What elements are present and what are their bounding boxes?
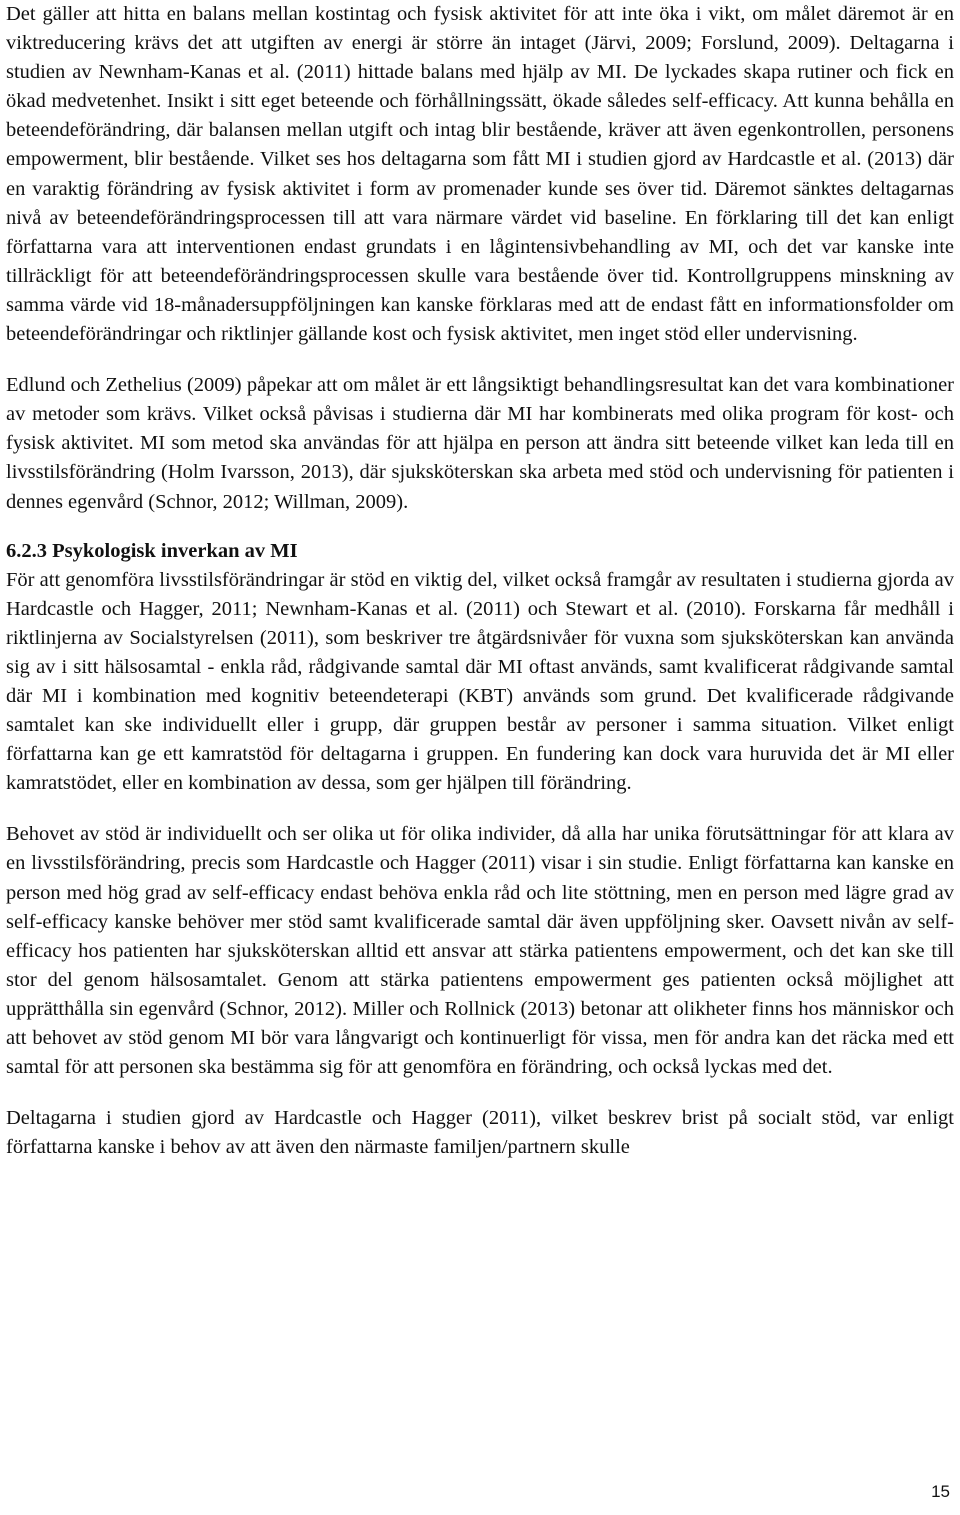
page-number: 15: [931, 1482, 950, 1501]
body-paragraph-1: Det gäller att hitta en balans mellan kostintag och fysisk aktivitet för att inte öka i vikt, om målet däremot är en viktreducering krävs det att utgiften av energi är större än intaget (Järvi, 2009; Forslund, 2009). Deltagarna i studien av Newnham-Kanas et al. (2011) hittade balans med hjälp av MI. De lyckades skapa rutiner och fick en ökad medvetenhet. Insikt i sitt eget beteende och förhållningssätt, ökade således self-efficacy. Att kunna behålla en beteendeförändring, där balansen mellan utgift och intag blir bestående, kräver att även egenkontrollen, personens empowerment, blir bestående. Vilket ses hos deltagarna som fått MI i studien gjord av Hardcastle et al. (2013) där en varaktig förändring av fysisk aktivitet i form av promenader kunde ses över tid. Däremot sänktes deltagarnas nivå av beteendeförändringsprocessen till att vara närmare värdet vid baseline. En förklaring till det kan enligt författarna vara att interventionen endast grundats i en lågintensivbehandling av MI, och det var kanske inte tillräckligt för att beteendeförändringsprocessen skulle vara bestående över tid. Kontrollgruppens minskning av samma värde vid 18-månadersuppföljningen kan kanske förklaras med att de endast fått en informationsfolder om beteendeförändringar och riktlinjer gällande kost och fysisk aktivitet, men inget stöd eller undervisning.: [6, 3, 954, 346]
body-paragraph-3: För att genomföra livsstilsförändringar är stöd en viktig del, vilket också framgår av resultaten i studierna gjorda av Hardcastle och Hagger, 2011; Newnham-Kanas et al. (2011) och Stewart et al. (2010). Forskarna får medhåll i riktlinjerna av Socialstyrelsen (2011), som beskriver tre åtgärdsnivåer för vuxna som sjuksköterskan kan använda sig av i sitt hälsosamtal - enkla råd, rådgivande samtal där MI oftast används, samt kvalificerat rådgivande samtal där MI i kombination med kognitiv beteendeterapi (KBT) används som grund. Det kvalificerade rådgivande samtalet kan ske individuellt eller i grupp, där gruppen består av personer i samma situation. Vilket enligt författarna kan ge ett kamratstöd för deltagarna i gruppen. En fundering kan dock vara huruvida det är MI eller kamratstödet, eller en kombination av dessa, som ger hjälpen till förändring.: [6, 568, 954, 795]
document-page: [6, 0, 954, 1162]
section-heading: 6.2.3 Psykologisk inverkan av MI: [6, 539, 298, 562]
body-paragraph-2: Edlund och Zethelius (2009) påpekar att om målet är ett långsiktigt behandlingsresultat kan det vara kombinationer av metoder som krävs. Vilket också påvisas i studierna där MI har kombinerats med olika program för kost- och fysisk aktivitet. MI som metod ska användas för att hjälpa en person att ändra sitt beteende vilket kan leda till en livsstilsförändring (Holm Ivarsson, 2013), där sjuksköterskan ska arbeta med stöd och undervisning för patienten i dennes egenvård (Schnor, 2012; Willman, 2009).: [6, 374, 954, 513]
body-paragraph-5: Deltagarna i studien gjord av Hardcastle och Hagger (2011), vilket beskrev brist på socialt stöd, var enligt författarna kanske i behov av att även den närmaste familjen/partnern skulle: [6, 1107, 954, 1159]
body-paragraph-4: Behovet av stöd är individuellt och ser olika ut för olika individer, då alla har unika förutsättningar för att klara av en livsstilsförändring, precis som Hardcastle och Hagger (2011) visar i sin studie. Enligt författarna kan kanske en person med hög grad av self-efficacy endast behöva enkla råd och lite stöttning, men en person med lägre grad av self-efficacy kanske behöver mer stöd samt kvalificerade samtal där även uppföljning sker. Oavsett nivån av self-efficacy hos patienten har sjuksköterskan alltid ett ansvar att stärka patientens empowerment, och det kan ske till stor del genom hälsosamtalet. Genom att stärka patientens empowerment ges patienten också möjlighet att upprätthålla sin egenvård (Schnor, 2012). Miller och Rollnick (2013) betonar att olikheter finns hos människor och att behovet av stöd genom MI bör vara långvarigt och kontinuerligt för vissa, men för andra kan det räcka med ett samtal för att personen ska bestämma sig för att genomföra en förändring, och också lyckas med det.: [6, 823, 954, 1079]
